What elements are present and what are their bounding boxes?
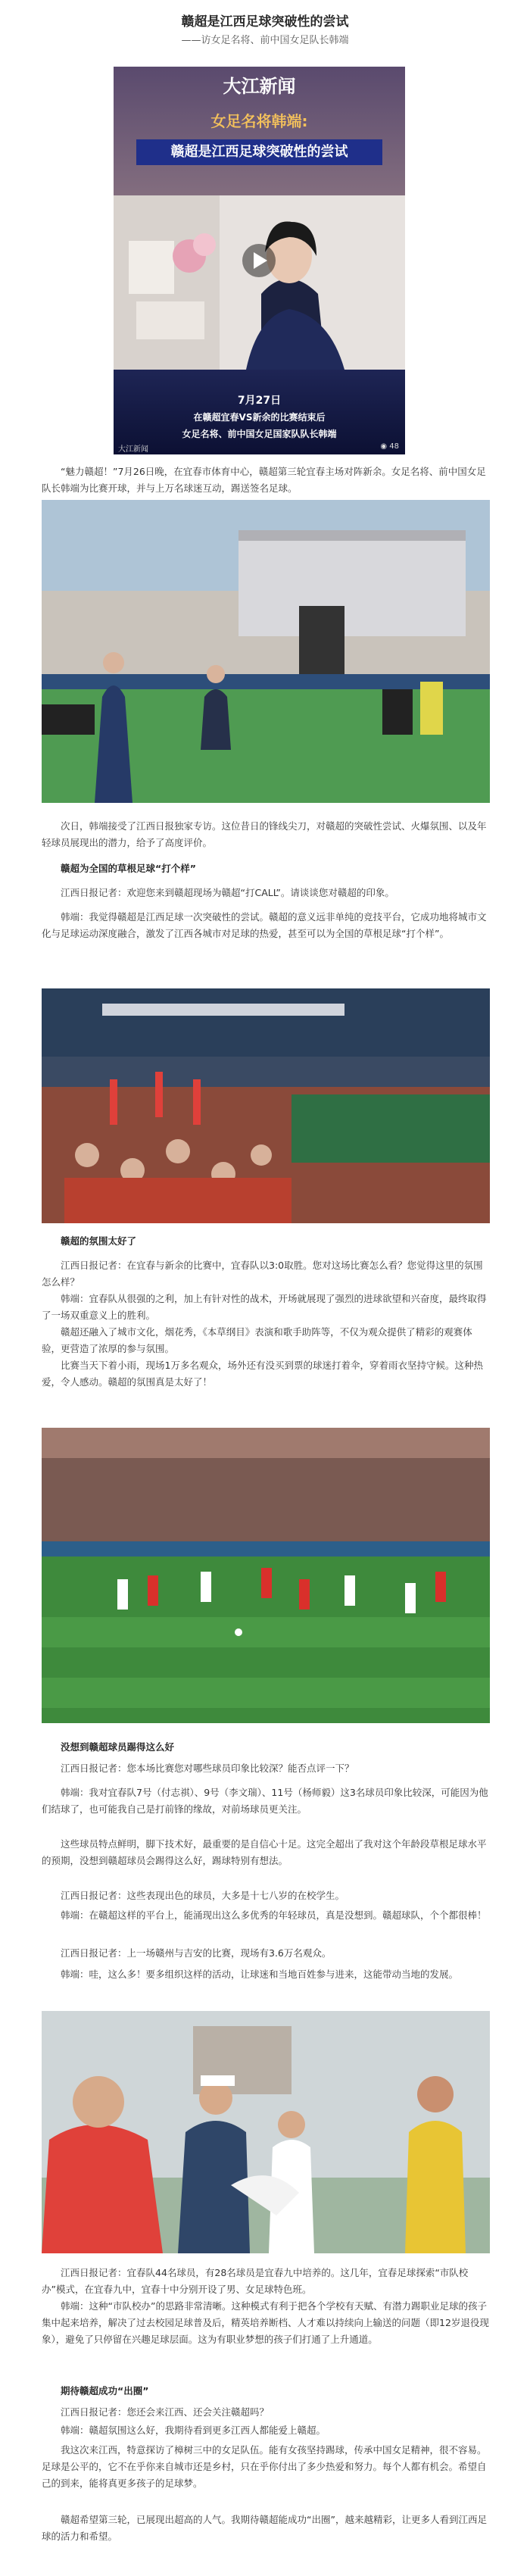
article-title: 赣超是江西足球突破性的尝试 <box>181 14 349 30</box>
paragraph: 江西日报记者：宜春队44名球员，有28名球员是宜春九中培养的。这几年，宜春足球探索“市队校办”模式，在宜春九中，宜春十中分别开设了男、女足球特色班。 <box>42 2267 469 2295</box>
paragraph: 我这次来江西，特意探访了樟树三中的女足队伍。能有女孩坚持踢球，传承中国女足精神，很不容易。足球是公平的，它不在乎你来自城市还是乡村，只在乎你付出了多少热爱和努力。每个人都有机会。希望自己的到来，能将真更多孩子的足球梦。 <box>42 2444 487 2489</box>
section-heading: 赣超为全国的草根足球“打个样” <box>61 863 196 874</box>
cover-video[interactable] <box>114 67 405 454</box>
paragraph: 赣超希望第三轮，已展现出超高的人气。我期待赣超能成功“出圈”，越来越精彩，让更多人看到江西足球的活力和希望。 <box>42 2514 487 2542</box>
view-count <box>380 442 399 451</box>
section-heading: 没想到赣超球员踢得这么好 <box>61 1741 175 1753</box>
paragraph: 赣超还融入了城市文化，烟花秀，《本草纲目》表演和歌手助阵等，不仅为观众提供了精彩的观赛体验，更营造了浓厚的参与氛围。 <box>42 1326 472 1354</box>
paragraph: 江西日报记者：您本场比赛您对哪些球员印象比较深？能否点评一下？ <box>61 1763 354 1774</box>
stage-photo <box>42 500 490 803</box>
cover-caption-1: 在赣超宜春VS新余的比赛结束后 <box>193 412 326 423</box>
paragraph: 韩端：我对宜春队7号（付志祺）、9号（李文瑞）、11号（杨师毅）这3名球员印象比较深，可能因为他们结球了，也可能我自己是打前锋的缘故，对前场球员更关注。 <box>42 1787 488 1815</box>
photo-signing <box>42 2011 490 2253</box>
photo-stage <box>42 500 490 803</box>
cover-headline-1: 女足名将韩端: <box>210 112 308 130</box>
section-heading: 赣超的氛围太好了 <box>61 1235 137 1247</box>
paragraph: 韩端：赣超氛围这么好，我期待看到更多江西人都能爱上赣超。 <box>61 2425 326 2436</box>
paragraph: 这些球员特点鲜明，脚下技术好，最重要的是自信心十足。这完全超出了我对这个年龄段草根足球水平的预期，没想到赣超球员会踢得这么好，踢球特别有想法。 <box>42 1838 487 1866</box>
paragraph: 江西日报记者：欢迎您来到赣超现场为赣超“打CALL”。请谈谈您对赣超的印象。 <box>61 887 394 898</box>
cover-headline-2: 赣超是江西足球突破性的尝试 <box>136 139 382 165</box>
paragraph: 次日，韩端接受了江西日报独家专访。这位昔日的锋线尖刀，对赣超的突破性尝试、火爆氛围、以及年轻球员展现出的潜力，给予了高度评价。 <box>42 820 487 848</box>
paragraph: 江西日报记者：上一场赣州与吉安的比赛，现场有3.6万名观众。 <box>61 1947 332 1959</box>
cover-date: 7月27日 <box>237 395 282 407</box>
paragraph: 韩端：这种“市队校办”的思路非常清晰。这种模式有利于把各个学校有天赋、有潜力踢职业足球的孩子集中起来培养，解决了过去校园足球普及后，精英培养断档、人才难以持续向上输送的问题（即12岁退役现象），避免了只停留在兴趣足球层面。这为有职业梦想的孩子们打通了上升通道。 <box>42 2300 489 2345</box>
cover-caption-2: 女足名将、前中国女足国家队队长韩端 <box>182 429 337 439</box>
paragraph: 比赛当天下着小雨，现场1万多名观众，场外还有没买到票的球迷打着伞，穿着雨衣坚持守候。这种热爱，令人感动。赣超的氛围真是太好了！ <box>42 1360 483 1388</box>
match-photo <box>42 1428 490 1723</box>
signing-photo <box>42 2011 490 2253</box>
paragraph: 韩端：在赣超这样的平台上，能涌现出这么多优秀的年轻球员，真是没想到。赣超球队，个个都很棒！ <box>61 1909 487 1921</box>
paragraph: 江西日报记者：在宜春与新余的比赛中，宜春队以3:0取胜。您对这场比赛怎么看？您觉得这里的氛围怎么样？ <box>42 1260 483 1288</box>
paragraph: 韩端：我觉得赣超是江西足球一次突破性的尝试。赣超的意义远非单纯的竞技平台，它成功地将城市文化与足球运动深度融合，激发了江西各城市对足球的热爱，甚至可以为全国的草根足球“打个样”。 <box>42 911 487 939</box>
article-subtitle: ——访女足名将、前中国女足队长韩端 <box>181 35 349 46</box>
stadium-photo <box>42 988 490 1223</box>
photo-match <box>42 1428 490 1723</box>
paragraph: 韩端：哇，这么多！要多组织这样的活动，让球迷和当地百姓参与进来，这能带动当地的发展。 <box>61 1969 459 1980</box>
paragraph: 江西日报记者：您还会来江西、还会关注赣超吗？ <box>61 2406 270 2418</box>
photo-stadium <box>42 988 490 1223</box>
view-count-value: 48 <box>389 442 399 451</box>
paragraph: 江西日报记者：这些表现出色的球员，大多是十七八岁的在校学生。 <box>61 1890 345 1901</box>
section-heading: 期待赣超成功“出圈” <box>61 2385 149 2396</box>
cover-logo: 大江新闻 <box>223 76 296 97</box>
paragraph: “魅力赣超！”7月26日晚，在宜春市体育中心，赣超第三轮宜春主场对阵新余。女足名将、前中国女足队长韩端为比赛开球，并与上万名球迷互动，踢送签名足球。 <box>42 466 486 494</box>
eye-icon: ◉ <box>380 442 388 451</box>
cover-watermark: 大江新闻 <box>118 445 148 454</box>
paragraph: 韩端：宜春队从很强的之利，加上有针对性的战术，开场就展现了强烈的进球欲望和兴奋度，最终取得了一场双重意义上的胜利。 <box>42 1293 487 1321</box>
